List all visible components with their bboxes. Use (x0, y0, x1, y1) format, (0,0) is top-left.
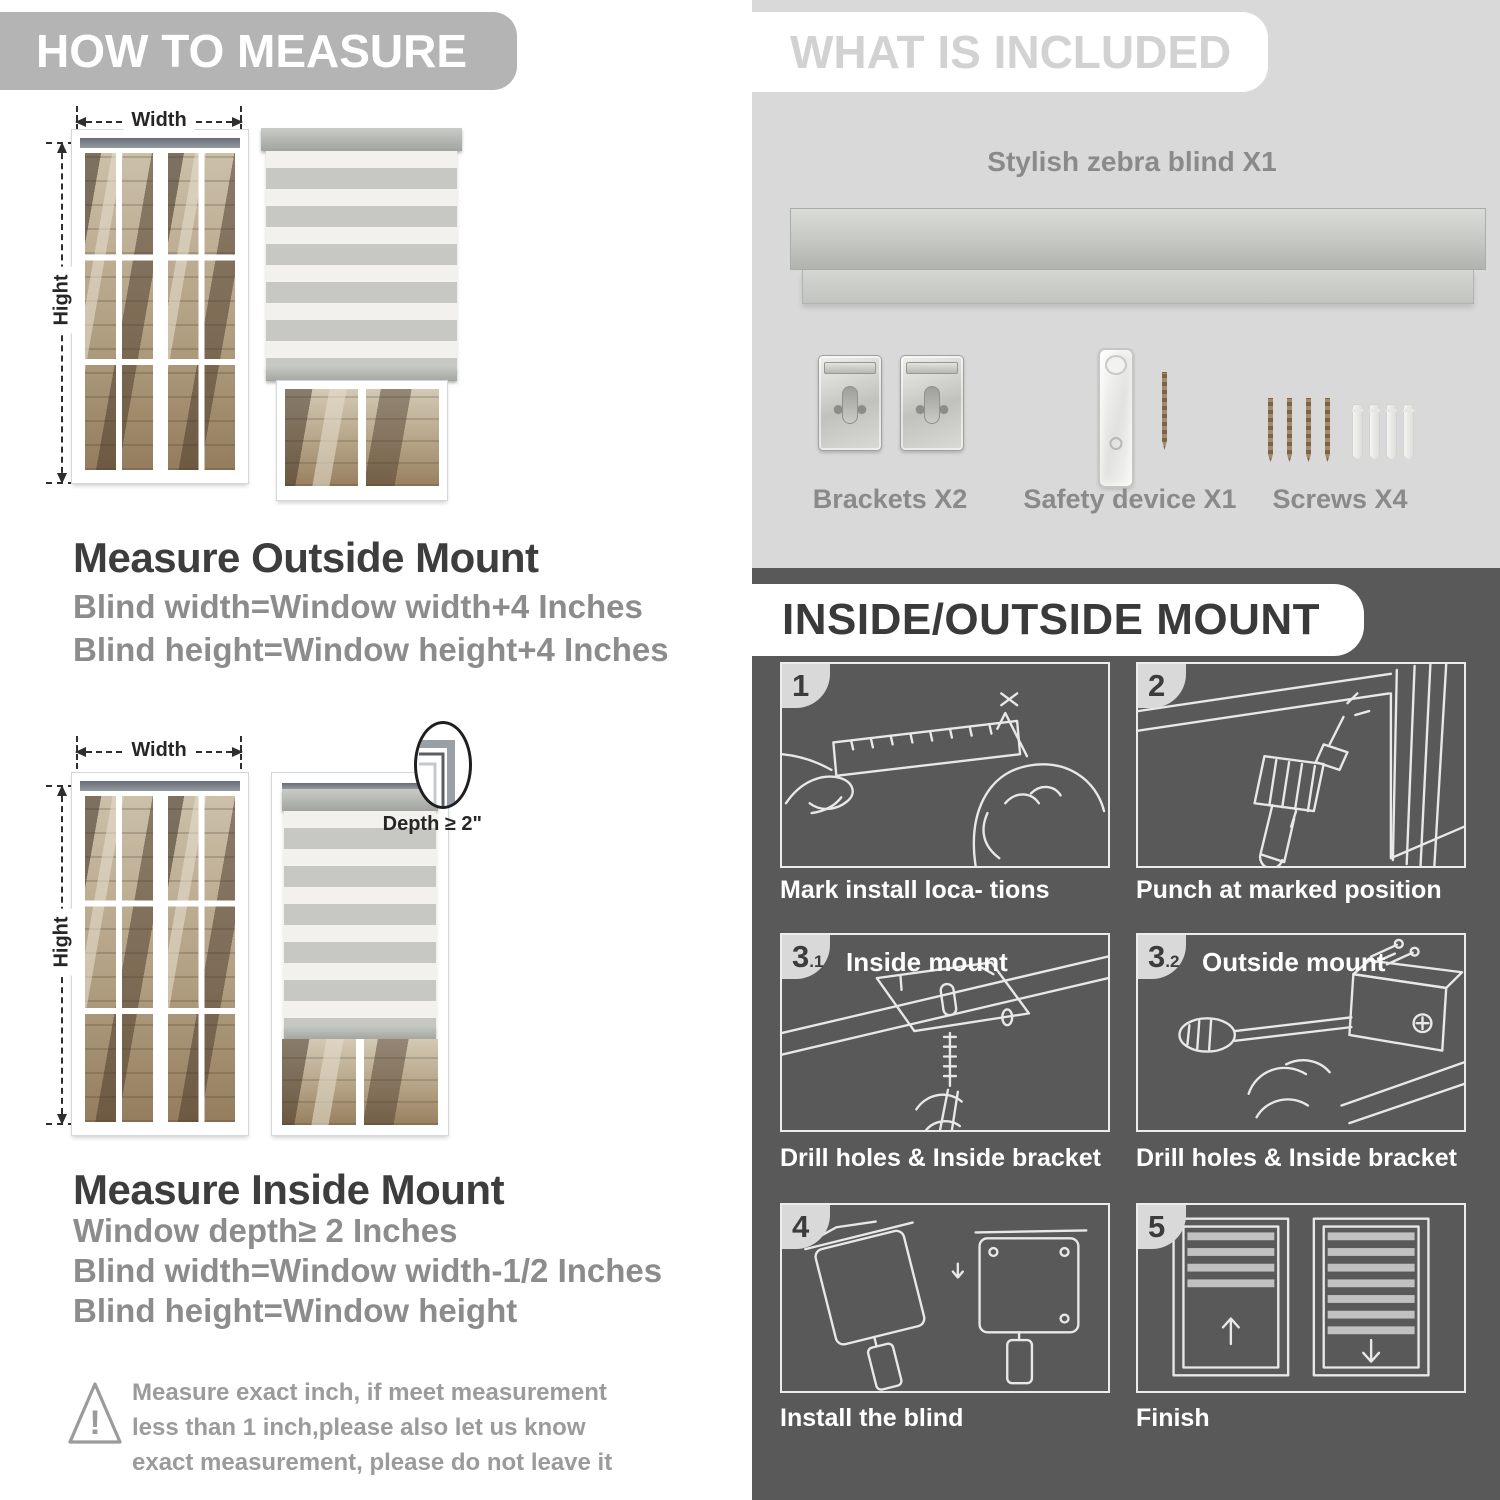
blind-cassette (261, 128, 462, 151)
inside-mount-heading: Measure Inside Mount (73, 1166, 505, 1213)
step-number-badge: 4 (782, 1205, 830, 1249)
bracket-item (900, 355, 964, 451)
window-track (80, 138, 240, 148)
step-panel-5 (1136, 1203, 1466, 1393)
height-tick-top (46, 142, 74, 144)
screw-item (1162, 372, 1167, 450)
step-panel-3-1 (780, 933, 1110, 1132)
product-name: Stylish zebra blind X1 (987, 146, 1277, 177)
blind-headrail (790, 208, 1486, 270)
warning-exclamation: ! (89, 1404, 101, 1442)
step-number-badge: 2 (1138, 664, 1186, 708)
window-track (80, 781, 240, 791)
blind-headrail-fabric (802, 270, 1474, 304)
width-tick-right (240, 736, 242, 778)
wall-anchor-item (1386, 404, 1397, 460)
window-below-blind (277, 381, 447, 500)
step-caption-5: Finish (1136, 1404, 1210, 1432)
screw-item (1325, 398, 1330, 462)
inside-outside-mount-banner (752, 584, 1364, 656)
window-glass (282, 1039, 438, 1125)
window-corner-zoom (417, 724, 469, 806)
what-is-included-title: WHAT IS INCLUDED (790, 26, 1232, 78)
bracket-item (818, 355, 882, 451)
outside-width-formula: Blind width=Window width+4 Inches (73, 588, 643, 625)
screws-label: Screws X4 (1272, 484, 1408, 514)
step-panel-2 (1136, 662, 1466, 868)
step-panel-4 (780, 1203, 1110, 1393)
width-label: Width (123, 109, 194, 132)
width-label: Width (123, 739, 194, 762)
inside-outside-mount-title: INSIDE/OUTSIDE MOUNT (782, 595, 1321, 644)
width-tick-left (76, 736, 78, 778)
step-caption-3-1: Drill holes & Inside bracket (780, 1144, 1101, 1172)
screw-item (1287, 398, 1292, 462)
step-number-badge: 3 .1 (782, 935, 830, 979)
safety-device-item (1098, 348, 1134, 488)
screw-item (1306, 398, 1311, 462)
outside-height-formula: Blind height=Window height+4 Inches (73, 631, 669, 668)
inside-depth-formula: Window depth≥ 2 Inches (73, 1212, 458, 1249)
what-is-included-banner (752, 12, 1268, 92)
depth-callout-circle (414, 721, 472, 809)
step-panel-3-2 (1136, 933, 1466, 1132)
height-label: Hight (51, 908, 74, 975)
step-caption-3-2: Drill holes & Inside bracket (1136, 1144, 1457, 1172)
screw-item (1268, 398, 1273, 462)
zebra-blind-stripes (266, 151, 457, 369)
outside-mount-panel-title: Outside mount (1202, 947, 1386, 977)
wall-anchor-item (1369, 404, 1380, 460)
wall-anchor-item (1352, 404, 1363, 460)
blind-bottom-rail (266, 368, 457, 381)
finish-drawing (1138, 1205, 1464, 1391)
warning-text: Measure exact inch, if meet measurement less than 1 inch,please also let us know exact measurement, please do not leave it (132, 1379, 613, 1476)
window-photo-inside (72, 773, 248, 1135)
step-number-badge: 5 (1138, 1205, 1186, 1249)
depth-label: Depth ≥ 2" (382, 813, 482, 835)
step-caption-2: Punch at marked position (1136, 876, 1442, 904)
window-glass (85, 796, 153, 1122)
step-caption-1: Mark install loca- tions (780, 876, 1050, 904)
wall-anchor-item (1403, 404, 1414, 460)
window-glass (168, 796, 236, 1122)
height-tick-bottom (46, 1123, 74, 1125)
blind-bottom-rail (284, 1027, 436, 1039)
outside-mount-heading: Measure Outside Mount (73, 534, 539, 581)
window-photo-outside (72, 130, 248, 483)
height-label: Hight (51, 266, 74, 333)
window-glass (85, 153, 153, 470)
install-blind-drawing (782, 1205, 1108, 1391)
inside-mount-panel-title: Inside mount (846, 947, 1008, 977)
step-caption-4: Install the blind (780, 1404, 964, 1432)
window-glass (168, 153, 236, 470)
drill-drawing (1138, 664, 1464, 866)
mark-locations-drawing (782, 664, 1108, 866)
inside-width-formula: Blind width=Window width-1/2 Inches (73, 1252, 663, 1289)
step-number-badge: 1 (782, 664, 830, 708)
zebra-blind-stripes (284, 811, 436, 1027)
step-panel-1 (780, 662, 1110, 868)
inside-height-formula: Blind height=Window height (73, 1292, 518, 1329)
blind-cassette (282, 789, 438, 811)
step-number-badge: 3 .2 (1138, 935, 1186, 979)
brackets-label: Brackets X2 (812, 484, 968, 514)
height-tick-bottom (46, 482, 74, 484)
window-glass (285, 389, 439, 486)
height-tick-top (46, 785, 74, 787)
warning-triangle-icon (64, 1376, 126, 1452)
how-to-measure-title: HOW TO MEASURE (36, 25, 468, 77)
safety-device-label: Safety device X1 (1023, 484, 1237, 514)
how-to-measure-banner (0, 12, 517, 90)
